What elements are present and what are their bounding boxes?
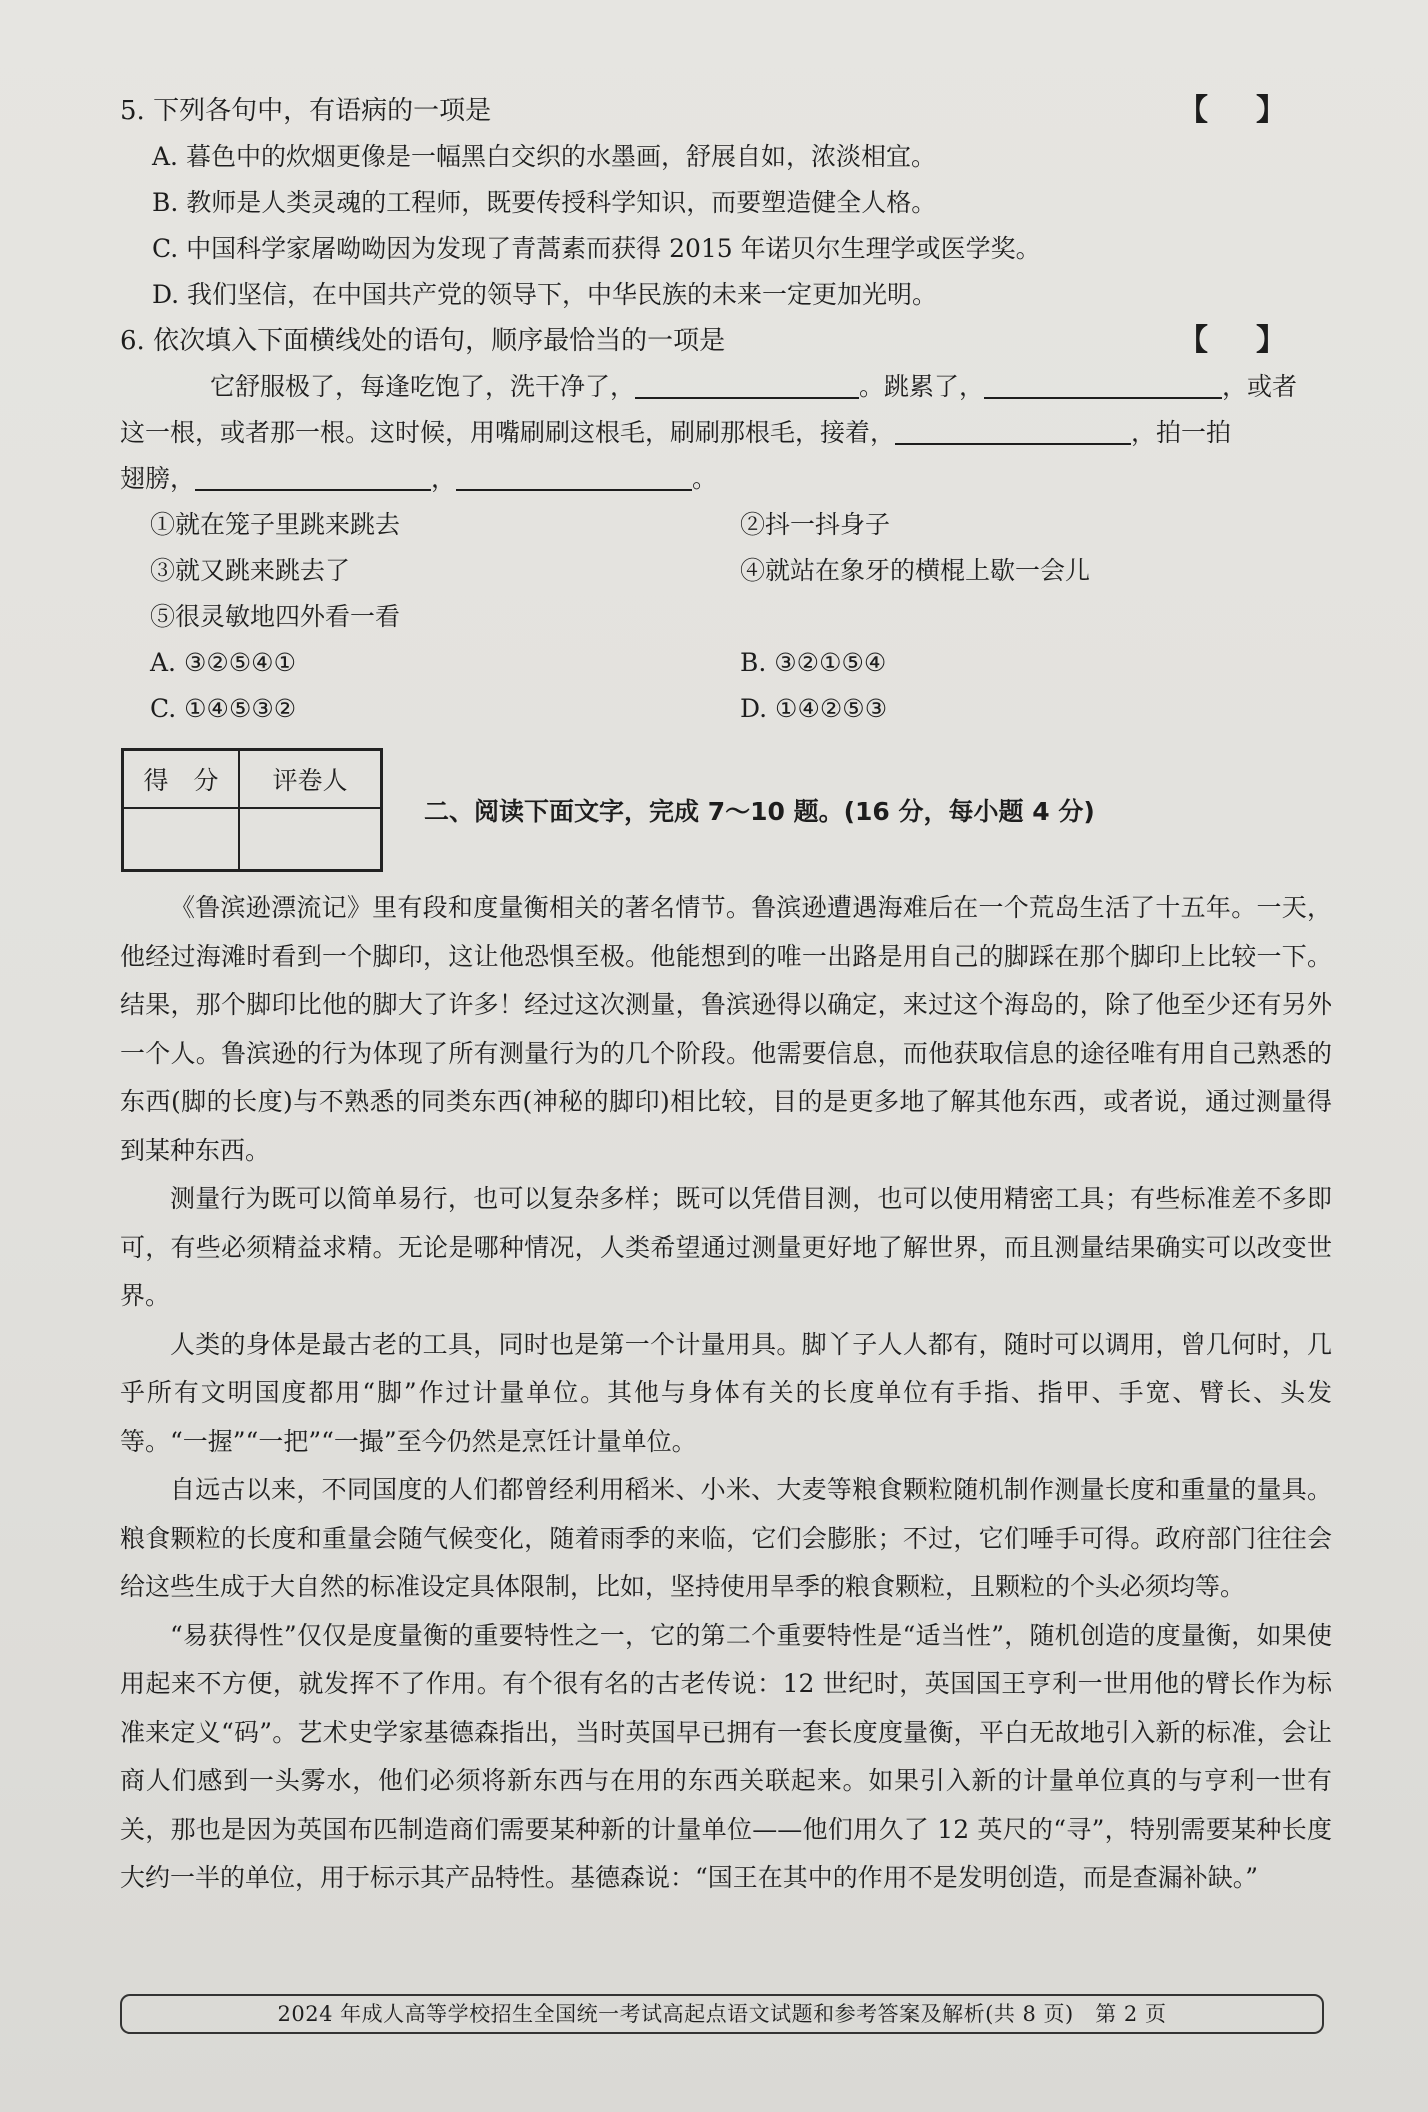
answer-bracket: 【】 <box>1178 93 1334 128</box>
q6-item: ①就在笼子里跳来跳去 <box>150 510 401 539</box>
fill-blank-2 <box>984 369 1222 399</box>
q6-items-row <box>120 502 1330 548</box>
fill-blank-1 <box>635 369 859 399</box>
q6-items-row <box>120 594 1330 640</box>
paragraph: “易获得性”仅仅是度量衡的重要特性之一，它的第二个重要特性是“适当性”，随机创造的度量衡，如果使用起来不方便，就发挥不了作用。有个很有名的古老传说：12 世纪时，英国国王亨利一世用他的臂长作为标准来定义“码”。艺术史学家基德森指出，当时英国早已拥有一套长度度量衡，平白无故地引入新的标准，会让商人们感到一头雾水，他们必须将新东西与在用的东西关联起来。如果引入新的计量单位真的与亨利一世有关，那也是因为英国布匹制造商们需要某种新的计量单位——他们用久了 12 英尺的“寻”，特别需要某种长度大约一半的单位，用于标示其产品特性。基德森说：“国王在其中的作用不是发明创造，而是查漏补缺。” <box>120 1620 1332 1892</box>
paragraph: 测量行为既可以简单易行，也可以复杂多样；既可以凭借目测，也可以使用精密工具；有些标准差不多即可，有些必须精益求精。无论是哪种情况，人类希望通过测量更好地了解世界，而且测量结果确实可以改变世界。 <box>120 1184 1332 1310</box>
questions-block <box>120 88 1334 732</box>
reading-passage <box>120 884 1332 1903</box>
question-5-title: 5. 下列各句中，有语病的一项是 【】 <box>120 88 1330 134</box>
q5-option-b: B. 教师是人类灵魂的工程师，既要传授科学知识，而要塑造健全人格。 <box>152 188 937 217</box>
q6-choices-row <box>120 640 1330 686</box>
paragraph: 自远古以来，不同国度的人们都曾经利用稻米、小米、大麦等粮食颗粒随机制作测量长度和重量的量具。粮食颗粒的长度和重量会随气候变化，随着雨季的来临，它们会膨胀；不过，它们唾手可得。政府部门往往会给这些生成于大自然的标准设定具体限制，比如，坚持使用旱季的粮食颗粒，且颗粒的个头必须均等。 <box>120 1475 1332 1601</box>
q6-choice-b: B. ③②①⑤④ <box>740 648 887 677</box>
q6-items-row <box>120 548 1330 594</box>
q6-passage-line: 它舒服极了，每逢吃饱了，洗干净了， 。跳累了， ，或者 <box>120 364 1330 410</box>
section-2-title: 二、阅读下面文字，完成 7～10 题。(16 分，每小题 4 分) <box>424 797 1095 826</box>
q6-choice-d: D. ①④②⑤③ <box>740 694 888 723</box>
question-6-title: 6. 依次填入下面横线处的语句，顺序最恰当的一项是 【】 <box>120 318 1330 364</box>
q6-item: ⑤很灵敏地四外看一看 <box>150 602 401 631</box>
paragraph: 人类的身体是最古老的工具，同时也是第一个计量用具。脚丫子人人都有，随时可以调用，曾几何时，几乎所有文明国度都用“脚”作过计量单位。其他与身体有关的长度单位有手指、指甲、手宽、臂长、头发等。“一握”“一把”“一撮”至今仍然是烹饪计量单位。 <box>120 1329 1332 1456</box>
score-cell <box>124 809 240 869</box>
grader-header: 评卷人 <box>240 751 380 809</box>
answer-bracket: 【】 <box>1178 323 1334 358</box>
score-table <box>121 748 383 872</box>
fill-blank-5 <box>456 461 692 491</box>
q6-choices-row <box>120 686 1330 732</box>
fill-blank-4 <box>195 461 431 491</box>
score-header: 得 分 <box>124 751 240 809</box>
q5-option-c: C. 中国科学家屠呦呦因为发现了青蒿素而获得 2015 年诺贝尔生理学或医学奖。 <box>152 234 1041 263</box>
q6-item: ②抖一抖身子 <box>740 510 891 539</box>
q5-option-a: A. 暮色中的炊烟更像是一幅黑白交织的水墨画，舒展自如，浓淡相宜。 <box>152 142 936 171</box>
q6-choice-a: A. ③②⑤④① <box>150 648 297 677</box>
q6-item: ③就又跳来跳去了 <box>150 556 351 585</box>
q6-choice-c: C. ①④⑤③② <box>150 694 297 723</box>
q5-option-d: D. 我们坚信，在中国共产党的领导下，中华民族的未来一定更加光明。 <box>152 280 938 309</box>
q6-item: ④就站在象牙的横棍上歇一会儿 <box>740 556 1091 585</box>
paragraph: 《鲁滨逊漂流记》里有段和度量衡相关的著名情节。鲁滨逊遭遇海难后在一个荒岛生活了十五年。一天，他经过海滩时看到一个脚印，这让他恐惧至极。他能想到的唯一出路是用自己的脚踩在那个脚印上比较一下。结果，那个脚印比他的脚大了许多！经过这次测量，鲁滨逊得以确定，来过这个海岛的，除了他至少还有另外一个人。鲁滨逊的行为体现了所有测量行为的几个阶段。他需要信息，而他获取信息的途径唯有用自己熟悉的东西(脚的长度)与不熟悉的同类东西(神秘的脚印)相比较，目的是更多地了解其他东西，或者说，通过测量得到某种东西。 <box>120 893 1332 1165</box>
grader-cell <box>240 809 380 869</box>
q6-passage-line: 翅膀， ， 。 <box>120 456 1330 502</box>
q6-passage-line: 这一根，或者那一根。这时候，用嘴刷刷这根毛，刷刷那根毛，接着， ，拍一拍 <box>120 410 1330 456</box>
page-footer: 2024 年成人高等学校招生全国统一考试高起点语文试题和参考答案及解析(共 8 页) 第 2 页 <box>120 1994 1324 2034</box>
fill-blank-3 <box>895 415 1131 445</box>
